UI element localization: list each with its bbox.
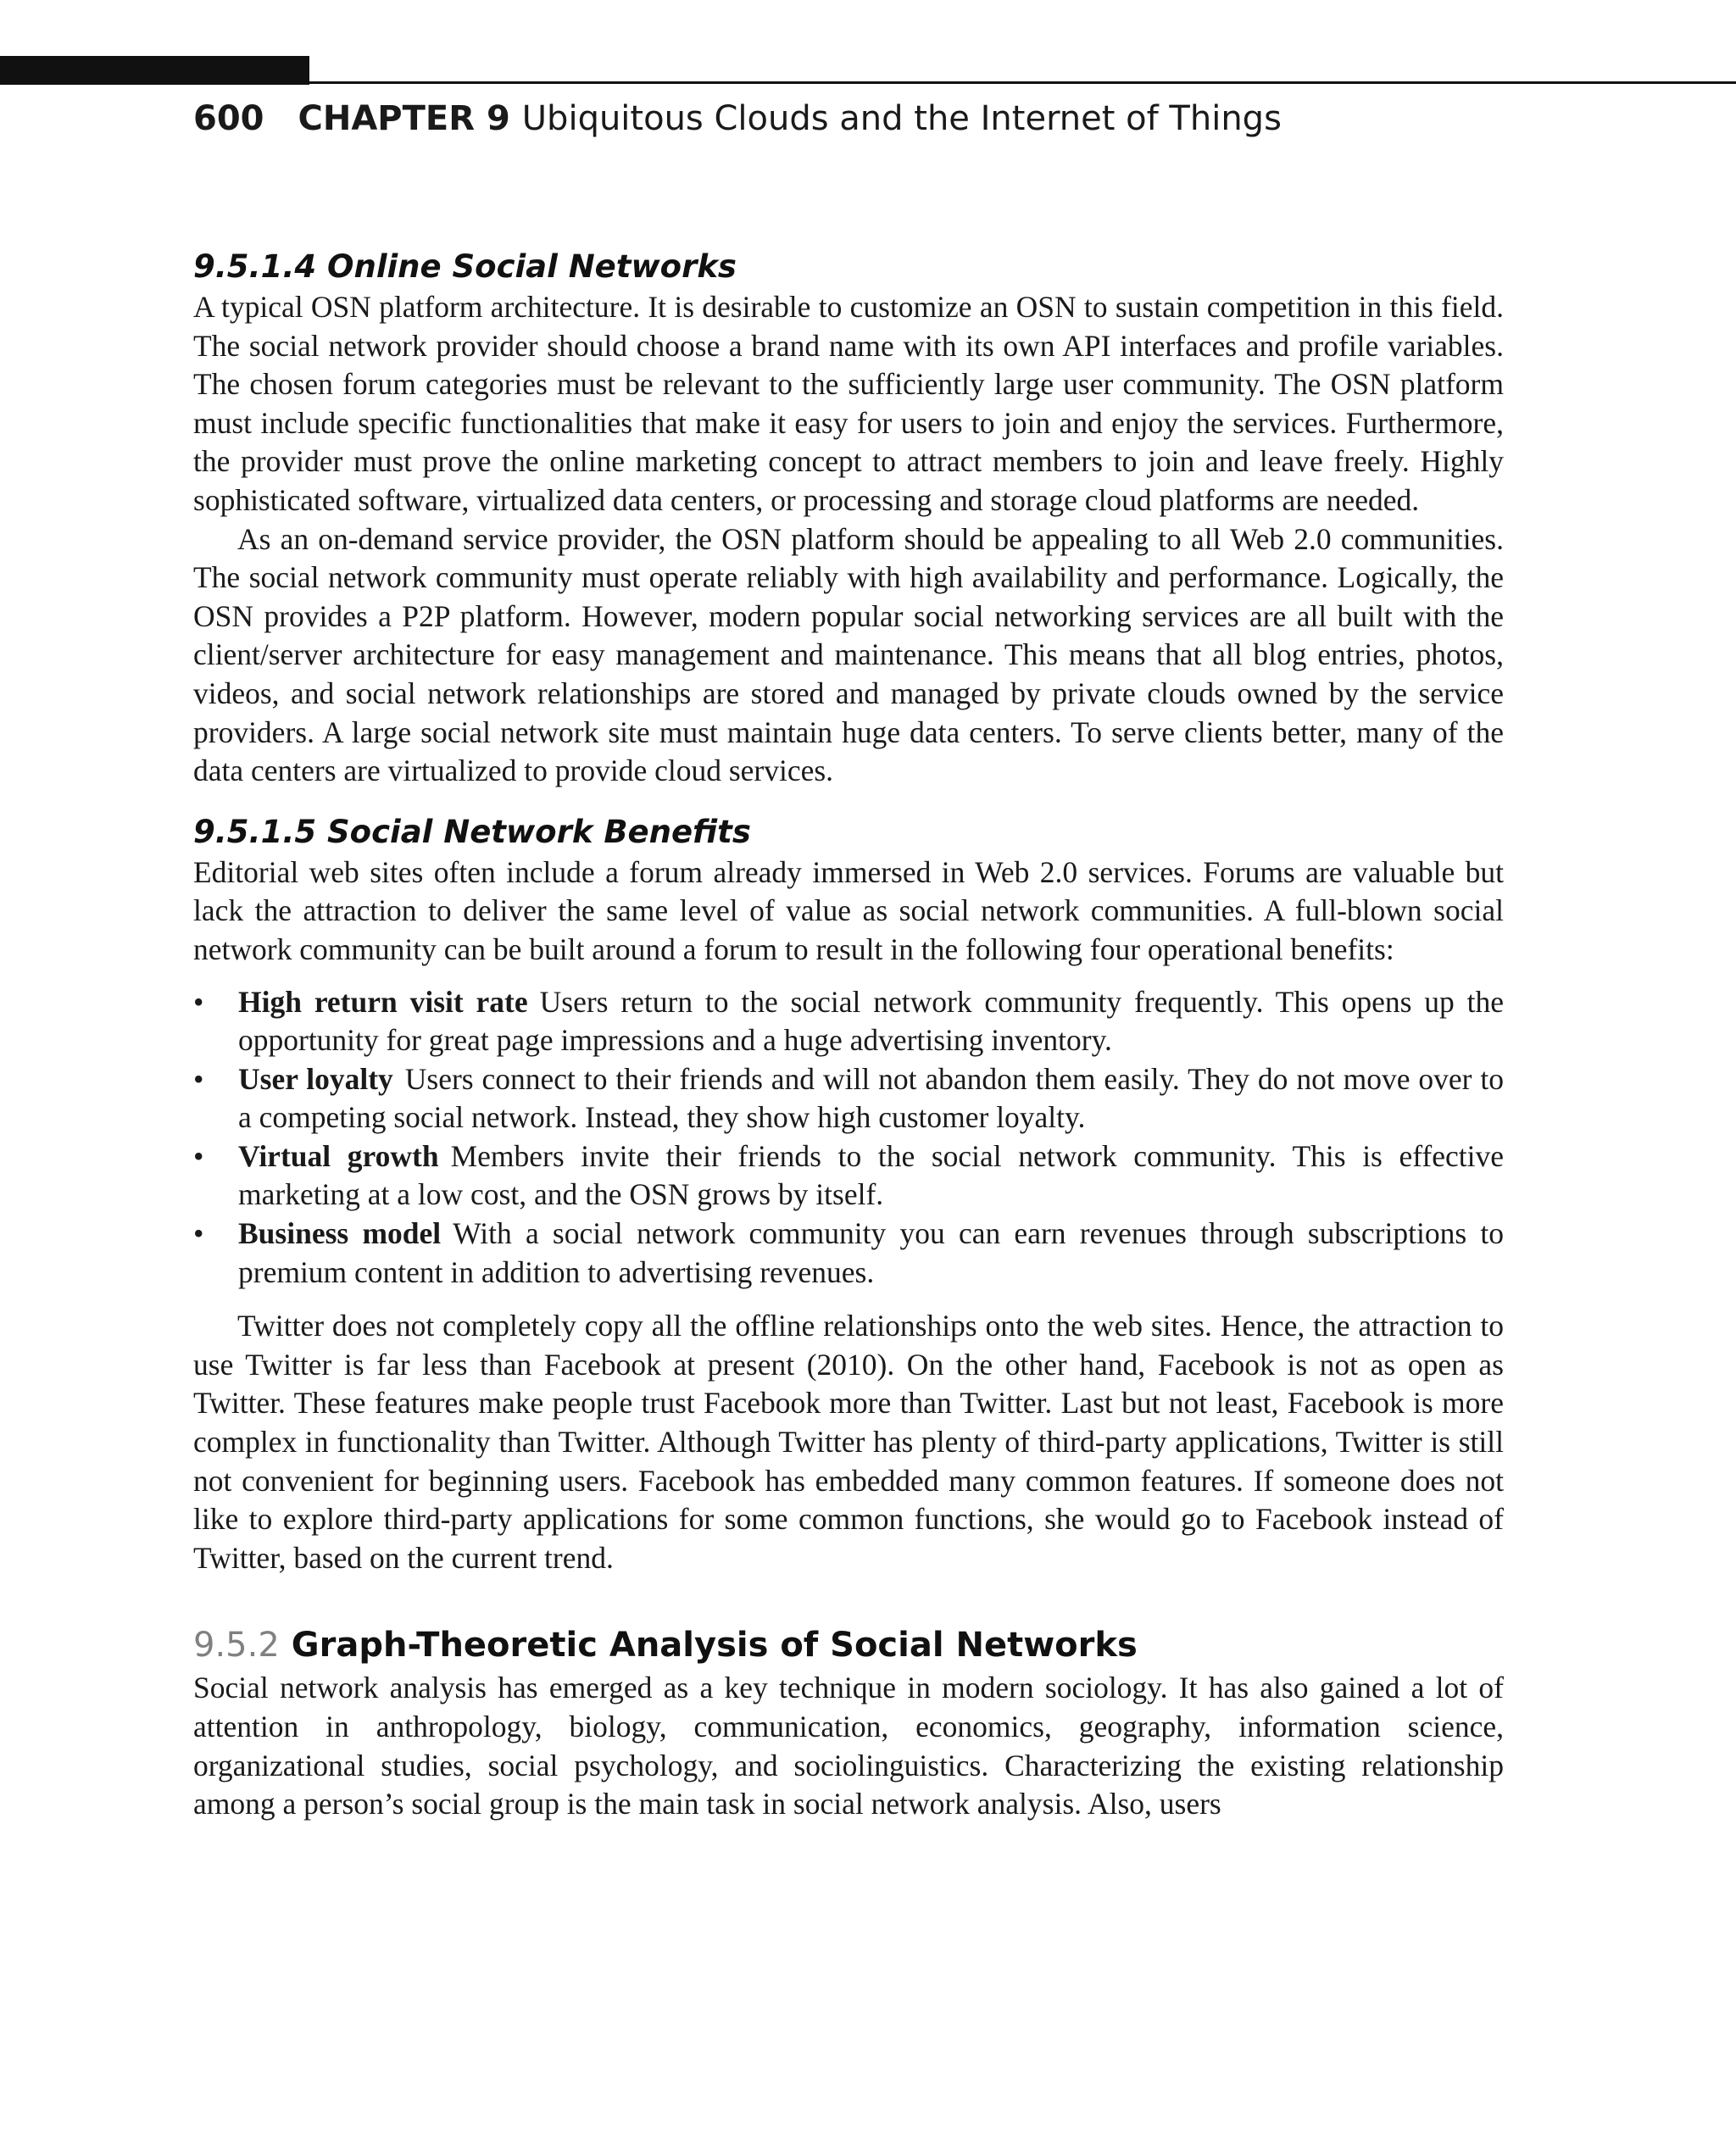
list-item-term: Business model [238,1216,442,1251]
bullet-icon: • [193,1138,204,1173]
list-item [193,983,1504,1060]
section-title: Graph-Theoretic Analysis of Social Networks [291,1626,1138,1666]
list-item [193,1215,1504,1292]
chapter-title: Ubiquitous Clouds and the Internet of Things [521,99,1282,138]
list-item-text: Users return to the social network community frequently. This opens up the opportunity for great page impressions and a huge advertising inventory. [238,984,1504,1058]
running-head [193,93,1282,144]
page-content [193,246,1504,1824]
header-rule [309,81,1736,84]
paragraph: A typical OSN platform architecture. It is desirable to customize an OSN to sustain competition in this field. The social network provider should choose a brand name with its own API interfaces and profile variables. The chosen forum categories must be relevant to the sufficiently large user community. The OSN platform must include specific functionalities that make it easy for users to join and enjoy the services. Furthermore, the provider must prove the online marketing concept to attract members to join and leave freely. Highly sophisticated software, virtualized data centers, or processing and storage cloud platforms are needed. [193,290,1504,517]
bullet-icon: • [193,1216,204,1251]
paragraph: Twitter does not completely copy all the offline relationships onto the web sites. Hence, the attraction to use Twitter is far less than Facebook at present (2010). On the other hand, Facebook is not as open as Twitter. These features make people trust Facebook more than Twitter. Last but not least, Facebook is more complex in functionality than Twitter. Although Twitter has plenty of third-party applications, Twitter is still not convenient for beginning users. Facebook has embedded many common features. If someone does not like to explore third-party applications for some common functions, she would go to Facebook instead of Twitter, based on the current trend. [193,1309,1504,1575]
list-item-term: Virtual growth [238,1138,439,1173]
bullet-icon: • [193,984,204,1019]
list-item-term: User loyalty [238,1061,393,1096]
paragraph: Editorial web sites often include a forum already immersed in Web 2.0 services. Forums are valuable but lack the attraction to deliver the same level of value as social network communities. A full-blown social network community can be built around a forum to result in the following four operational benefits: [193,854,1504,966]
list-item-text: With a social network community you can earn revenues through subscriptions to premium content in addition to advertising revenues. [238,1216,1505,1289]
section-heading-952 [193,1621,1504,1669]
chapter-label: CHAPTER 9 [298,99,510,138]
paragraph: As an on-demand service provider, the OSN platform should be appealing to all Web 2.0 communities. The social network community must operate reliably with high availability and performance. Logically, the OSN provides a P2P platform. However, modern popular social networking services are all built with the client/server architecture for easy management and maintenance. This means that all blog entries, photos, videos, and social network relationships are stored and managed by private clouds owned by the service providers. A large social network site must maintain huge data centers. To serve clients better, many of the data centers are virtualized to provide cloud services. [193,521,1504,788]
section-number: 9.5.2 [193,1626,280,1666]
paragraph: Social network analysis has emerged as a key technique in modern sociology. It has also gained a lot of attention in anthropology, biology, communication, economics, geography, information science, organizational studies, social psychology, and sociolinguistics. Characterizing the existing relationship among a person’s social group is the main task in social network analysis. Also, users [193,1671,1504,1821]
subsection-heading-9515: 9.5.1.5 Social Network Benefits [193,813,751,850]
list-item [193,1060,1504,1137]
benefits-list [193,983,1504,1293]
list-item-term: High return visit rate [238,984,528,1019]
list-item-text: Users connect to their friends and will not abandon them easily. They do not move over to a competing social network. Instead, they show high customer loyalty. [238,1061,1504,1135]
bullet-icon: • [193,1061,204,1096]
list-item-text: Members invite their friends to the social network community. This is effective marketing at a low cost, and the OSN grows by itself. [238,1138,1504,1212]
page-number: 600 [193,99,264,138]
list-item [193,1137,1504,1215]
header-bar [0,56,309,85]
subsection-heading-9514: 9.5.1.4 Online Social Networks [193,248,737,285]
